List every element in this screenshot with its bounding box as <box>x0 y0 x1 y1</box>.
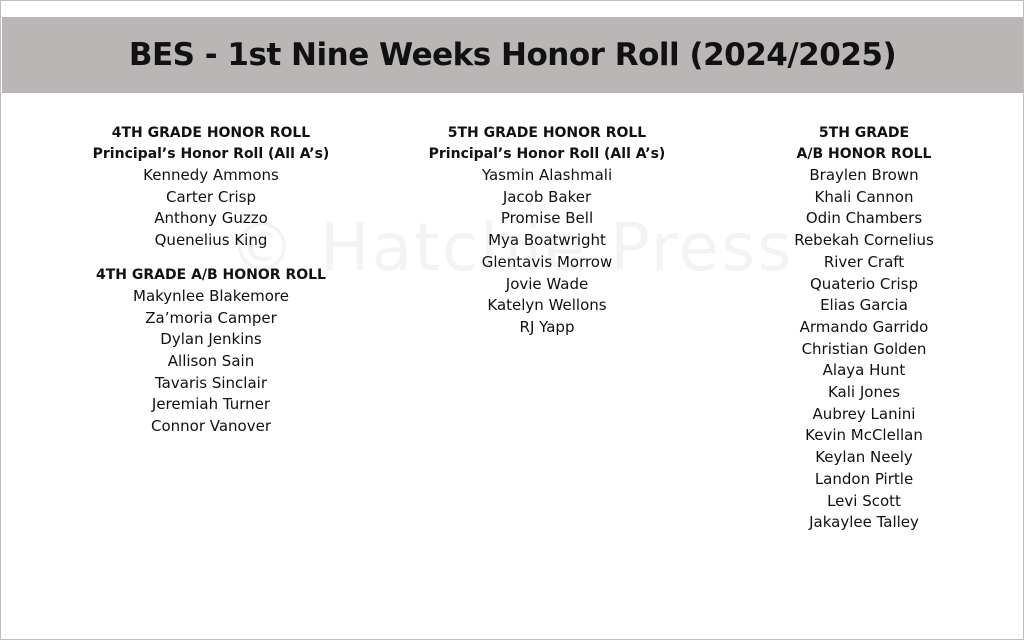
ab-honor-roll-list <box>61 286 361 438</box>
student-name: Katelyn Wellons <box>487 296 607 315</box>
section-heading: 4TH GRADE HONOR ROLL <box>111 125 311 141</box>
student-name: Levi Scott <box>827 491 901 510</box>
ab-honor-roll-list <box>714 165 1014 534</box>
section-heading: 5TH GRADE <box>818 125 910 141</box>
student-name: Anthony Guzzo <box>154 209 268 228</box>
student-name: Quenelius King <box>154 231 268 250</box>
student-name: Alaya Hunt <box>822 361 906 380</box>
student-name: Dylan Jenkins <box>160 330 262 349</box>
column-5th-grade-ab <box>714 123 1014 534</box>
student-name: Carter Crisp <box>165 187 257 206</box>
student-name: Armando Garrido <box>799 317 929 336</box>
title-bar <box>2 17 1023 93</box>
student-name: Za’moria Camper <box>145 308 277 327</box>
student-name: Keylan Neely <box>815 448 913 467</box>
section-heading: 5TH GRADE HONOR ROLL <box>447 125 647 141</box>
student-name: Yasmin Alashmali <box>481 166 613 184</box>
student-name: RJ Yapp <box>519 317 575 336</box>
student-name: Glentavis Morrow <box>481 252 613 271</box>
student-name: Kevin McClellan <box>805 426 923 445</box>
student-name: Braylen Brown <box>809 166 919 184</box>
student-name: Odin Chambers <box>805 209 923 228</box>
student-name: Landon Pirtle <box>814 469 914 488</box>
student-name: Aubrey Lanini <box>812 404 916 423</box>
section-spacer <box>61 252 361 265</box>
student-name: Elias Garcia <box>820 296 908 315</box>
section-subheading: Principal’s Honor Roll (All A’s) <box>92 146 330 162</box>
student-name: Connor Vanover <box>150 417 272 436</box>
page-title: BES - 1st Nine Weeks Honor Roll (2024/2025) <box>128 37 897 73</box>
student-name: Mya Boatwright <box>488 231 606 250</box>
column-5th-grade-principals <box>397 123 697 339</box>
section-subheading: A/B HONOR ROLL <box>796 146 932 162</box>
principals-honor-roll-list <box>61 165 361 252</box>
student-name: Quaterio Crisp <box>809 274 919 293</box>
student-name: Tavaris Sinclair <box>155 373 267 392</box>
student-name: Jovie Wade <box>505 274 589 293</box>
student-name: Khali Cannon <box>814 187 914 206</box>
column-4th-grade <box>61 123 361 438</box>
student-name: Christian Golden <box>801 339 927 358</box>
student-name: Jakaylee Talley <box>809 513 919 532</box>
student-name: River Craft <box>823 252 905 271</box>
student-name: Makynlee Blakemore <box>133 286 289 305</box>
student-name: Jacob Baker <box>502 187 592 206</box>
student-name: Allison Sain <box>167 351 255 370</box>
section-subheading: Principal’s Honor Roll (All A’s) <box>428 146 666 162</box>
section-heading: 4TH GRADE A/B HONOR ROLL <box>96 266 326 283</box>
student-name: Rebekah Cornelius <box>794 231 934 250</box>
student-name: Kennedy Ammons <box>143 166 279 184</box>
student-name: Kali Jones <box>827 383 901 402</box>
principals-honor-roll-list <box>397 165 697 339</box>
student-name: Jeremiah Turner <box>151 395 271 414</box>
student-name: Promise Bell <box>500 209 594 228</box>
